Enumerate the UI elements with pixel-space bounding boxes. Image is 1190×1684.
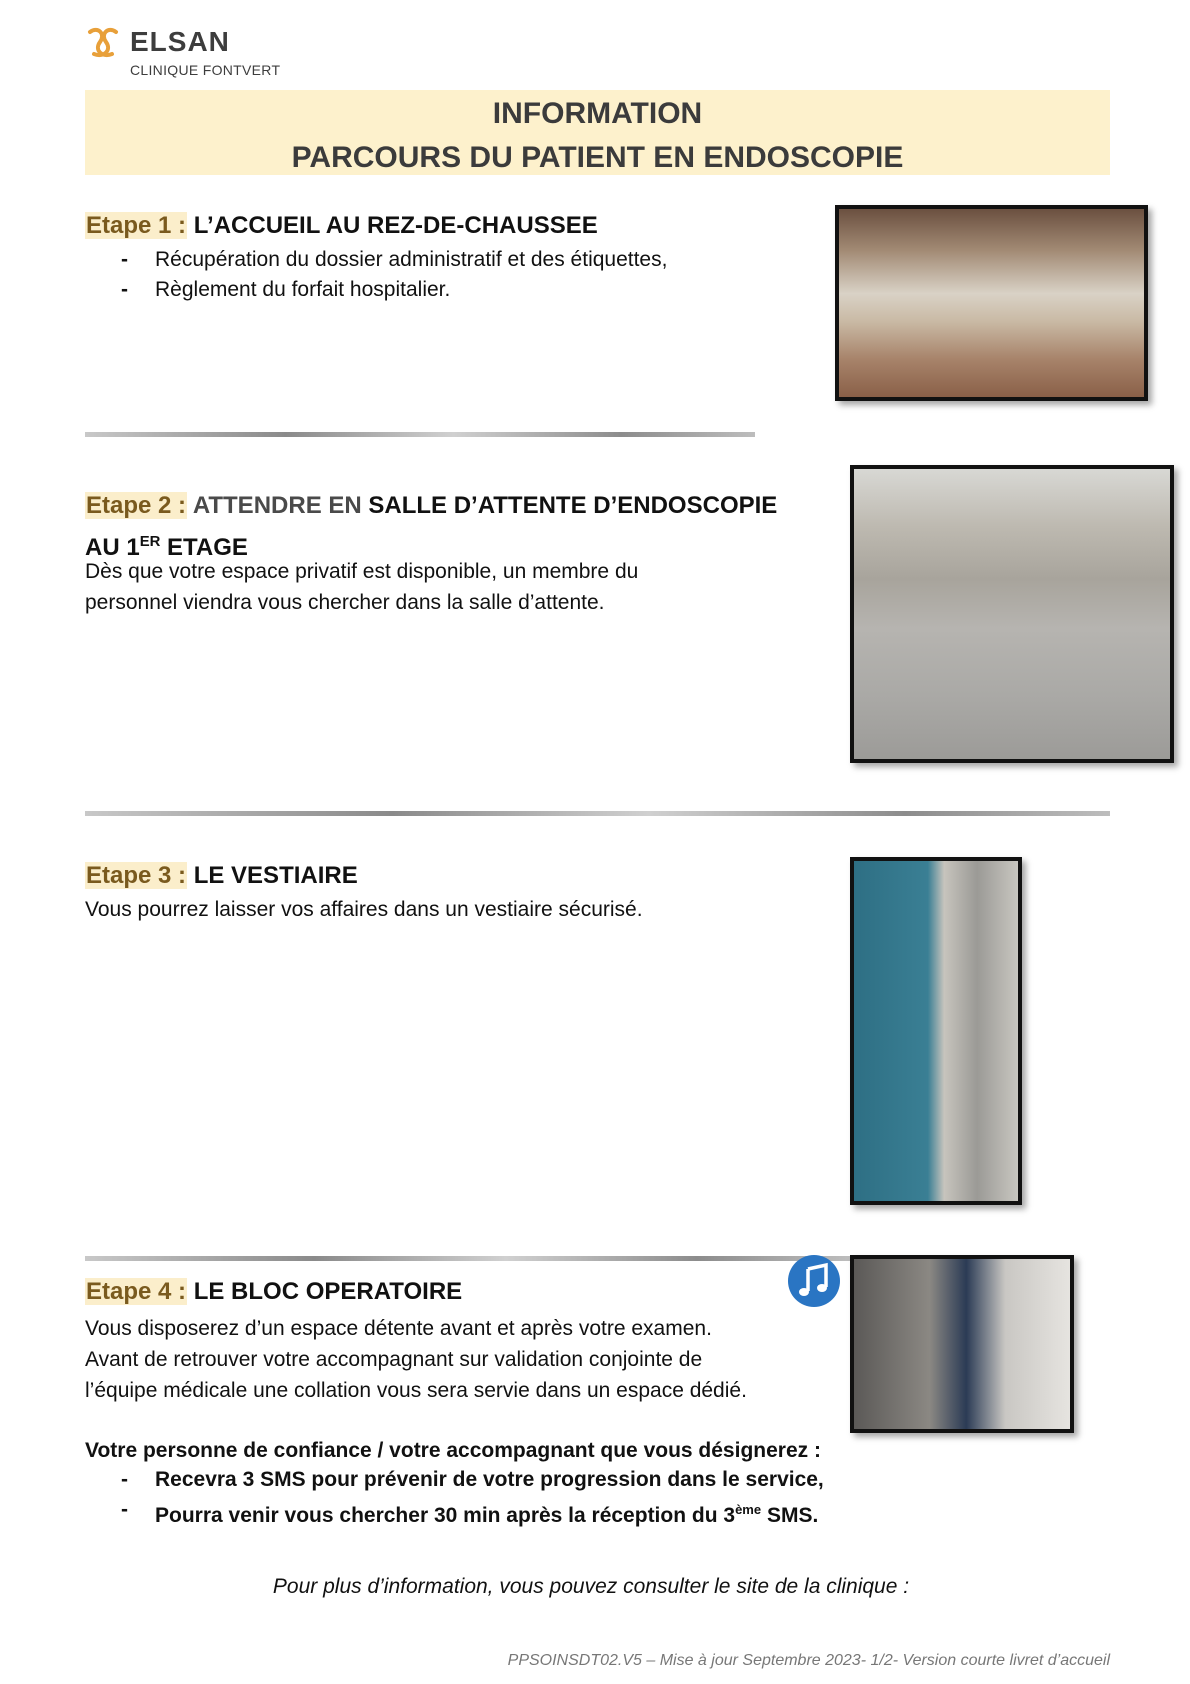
step1-title: L’ACCUEIL AU REZ-DE-CHAUSSEE xyxy=(193,212,598,239)
music-note-icon[interactable] xyxy=(788,1255,840,1307)
step4-text-line: Vous disposerez d’un espace détente avant et après votre examen. xyxy=(85,1317,712,1340)
step4-list xyxy=(85,1465,885,1531)
separator xyxy=(85,1256,850,1261)
step2-title-bold: SALLE D’ATTENTE D’ENDOSCOPIE xyxy=(368,492,778,519)
step4-bold-intro: Votre personne de confiance / votre accompagnant que vous désignerez : xyxy=(85,1439,821,1462)
step4-text xyxy=(85,1313,845,1406)
step4-item2-pre: Pourra venir vous chercher 30 min après la réception du 3 xyxy=(155,1504,736,1527)
footer-note-text: Pour plus d’information, vous pouvez consulter le site de la clinique : xyxy=(272,1575,910,1598)
footer-note xyxy=(0,1575,1190,1599)
step2-title-sup: ER xyxy=(139,534,161,550)
title-banner xyxy=(85,90,1110,175)
list-item xyxy=(85,1495,885,1531)
step1-label: Etape 1 : xyxy=(86,212,187,239)
step3-heading xyxy=(85,862,358,890)
step4-heading xyxy=(85,1278,462,1306)
separator xyxy=(85,811,1110,816)
step2-text-line: personnel viendra vous chercher dans la salle d’attente. xyxy=(85,591,605,614)
step2-title-line2-pre: AU 1 xyxy=(85,534,140,561)
operating-room-photo xyxy=(850,1255,1074,1433)
step4-item1: Recevra 3 SMS pour prévenir de votre progression dans le service, xyxy=(155,1468,824,1491)
step1-list xyxy=(85,245,785,305)
step4-label: Etape 4 : xyxy=(86,1278,187,1305)
step2-title-line2-post: ETAGE xyxy=(160,534,248,561)
list-item: - Règlement du forfait hospitalier. xyxy=(85,275,785,305)
document-reference: PPSOINSDT02.V5 – Mise à jour Septembre 2023- 1/2- Version courte livret d’accueil xyxy=(507,1652,1110,1669)
locker-room-photo xyxy=(850,857,1022,1205)
banner-line-1: INFORMATION xyxy=(492,97,703,130)
step3-title: LE VESTIAIRE xyxy=(193,862,358,889)
logo-subtitle: CLINIQUE FONTVERT xyxy=(130,62,281,78)
step2-text xyxy=(85,556,805,618)
step1-heading xyxy=(85,212,598,240)
banner-line-2: PARCOURS DU PATIENT EN ENDOSCOPIE xyxy=(291,141,904,174)
step4-text-line: l’équipe médicale une collation vous sera servie dans un espace dédié. xyxy=(85,1379,747,1402)
step3-text: Vous pourrez laisser vos affaires dans un vestiaire sécurisé. xyxy=(85,898,643,921)
elsan-logo-mark-icon xyxy=(86,26,120,60)
clinic-logo xyxy=(86,24,306,80)
list-item: - Récupération du dossier administratif et des étiquettes, xyxy=(85,245,785,275)
step4-item2-post: SMS. xyxy=(761,1504,819,1527)
step2-text-line: Dès que votre espace privatif est disponible, un membre du xyxy=(85,560,639,583)
step4-item2-sup: ème xyxy=(735,1502,762,1517)
step2-label: Etape 2 : xyxy=(86,492,187,519)
logo-name: ELSAN xyxy=(130,26,230,57)
step2-heading xyxy=(85,488,785,566)
step2-title-grey: ATTENDRE EN xyxy=(192,492,362,519)
step4-title: LE BLOC OPERATOIRE xyxy=(193,1278,463,1305)
reception-photo xyxy=(835,205,1148,401)
waiting-room-photo xyxy=(850,465,1174,763)
step4-text-line: Avant de retrouver votre accompagnant sur validation conjointe de xyxy=(85,1348,703,1371)
step3-label: Etape 3 : xyxy=(86,862,187,889)
list-item xyxy=(85,1465,885,1495)
separator xyxy=(85,432,755,437)
